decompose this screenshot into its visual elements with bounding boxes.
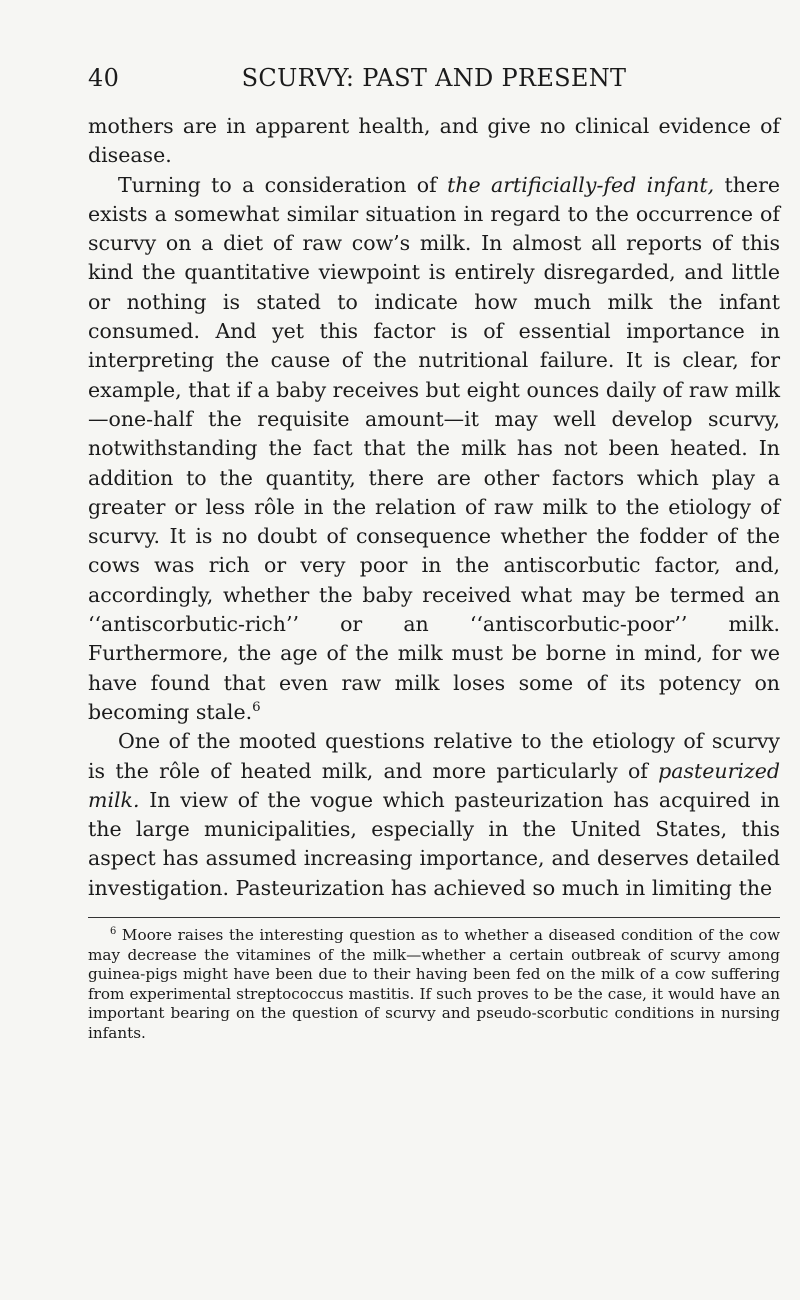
paragraph-2 <box>88 171 780 728</box>
footnote-marker: 6 <box>110 925 117 937</box>
text-run: there exists a somewhat similar situation in regard to the occurrence of scurvy on a diet of raw cow’s milk. In almost all reports of this kind the quantitative viewpoint is entirely disregarded, and little or nothing is stated to indicate how much milk the infant consumed. And yet this factor is of essential importance in interpreting the cause of the nutritional failure. It is clear, for example, that if a baby receives but eight ounces daily of raw milk—one-half the requisite amount—it may well develop scurvy, notwithstanding the fact that the milk has not been heated. In addition to the quantity, there are other factors which play a greater or less rôle in the relation of raw milk to the etiology of scurvy. It is no doubt of consequence whether the fodder of the cows was rich or very poor in the antiscorbutic factor, and, accordingly, whether the baby received what may be termed an ‘‘antiscorbutic-rich’’ or an ‘‘antiscorbutic-poor’’ milk. Furthermore, the age of the milk must be borne in mind, for we have found that even raw milk loses some of its potency on becoming stale. <box>88 172 780 724</box>
paragraph-3 <box>88 727 780 903</box>
text-run: Turning to a consideration of <box>118 172 448 197</box>
body-text <box>88 112 780 903</box>
footnote-text: Moore raises the interesting question as to whether a diseased condition of the cow may decrease the vitamines of the milk—whether a certain outbreak of scurvy among guinea-pigs might have been due to their having been fed on the milk of a cow suffering from experimental streptococcus mastitis. If such proves to be the case, it would have an important bearing on the question of scurvy and pseudo-scorbutic conditions in nursing infants. <box>88 926 780 1042</box>
running-title: SCURVY: PAST AND PRESENT <box>241 64 627 92</box>
page-header <box>88 56 780 100</box>
italic-phrase: the artificially-fed infant, <box>447 172 715 197</box>
text-run: mothers are in apparent health, and give no clinical evidence of disease. <box>88 114 780 168</box>
text-run: In view of the vogue which pasteurization has acquired in the large municipalities, especially in the United States, this aspect has assumed increasing importance, and deserves detailed investigation. Pasteurization has achieved so much in limiting the <box>88 787 780 900</box>
footnote <box>88 926 780 1044</box>
book-page <box>88 56 780 1044</box>
text-run: One of the mooted questions relative to the etiology of scurvy is the rôle of heated milk, and more particularly of <box>88 729 780 783</box>
footnote-reference[interactable]: 6 <box>252 700 261 716</box>
page-number: 40 <box>88 64 120 92</box>
paragraph-1 <box>88 112 780 171</box>
italic-phrase: pasteurized milk. <box>88 758 780 812</box>
footnote-divider <box>88 917 780 918</box>
